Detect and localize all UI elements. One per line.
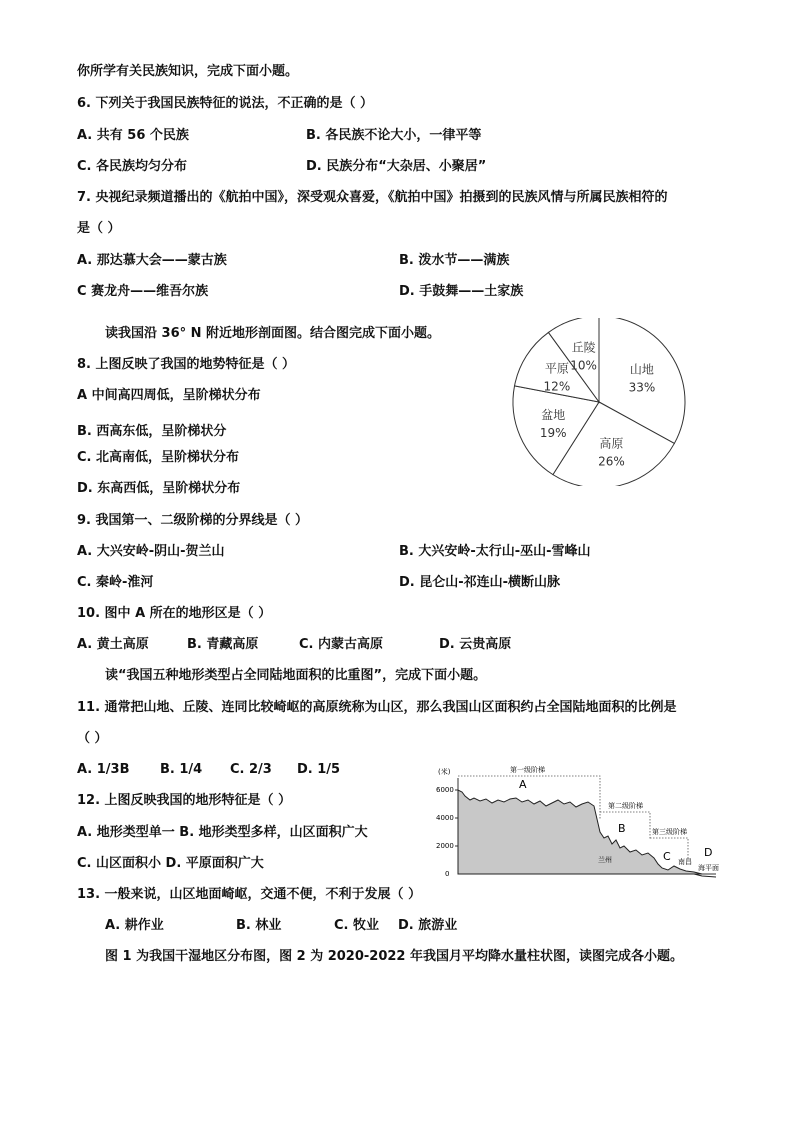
region-c-label: C	[663, 850, 671, 863]
pie-label-3: 平原	[544, 361, 569, 376]
q7-option-d: D. 手鼓舞——土家族	[399, 284, 524, 299]
intro-ethnic: 你所学有关民族知识，完成下面小题。	[77, 64, 299, 79]
pie-value-1: 26%	[598, 454, 625, 469]
q6-option-c: C. 各民族均匀分布	[77, 159, 188, 174]
sea-level-label: 海平面	[698, 864, 719, 872]
nanchang-label: 南昌	[678, 858, 692, 866]
question-7-cont: 是（ ）	[77, 221, 121, 236]
region-d-label: D	[704, 846, 713, 859]
q6-option-b: B. 各民族不论大小，一律平等	[306, 128, 482, 143]
profile-svg	[432, 760, 722, 880]
step2-label: 第二级阶梯	[608, 802, 643, 810]
pie-label-0: 山地	[629, 362, 654, 377]
question-13: 13. 一般来说，山区地面崎岖，交通不便，不利于发展（ ）	[77, 887, 422, 902]
q12-options-ab: A. 地形类型单一 B. 地形类型多样，山区面积广大	[77, 825, 368, 840]
q7-option-a: A. 那达慕大会——蒙古族	[77, 253, 227, 268]
intro-proportion: 读“我国五种地形类型占全同陆地面积的比重图”，完成下面小题。	[105, 668, 487, 683]
q6-option-a: A. 共有 56 个民族	[77, 128, 189, 143]
q8-option-a: A 中间高四周低，呈阶梯状分布	[77, 388, 261, 403]
pie-value-0: 33%	[628, 380, 656, 395]
q9-option-b: B. 大兴安岭-太行山-巫山-雪峰山	[399, 544, 591, 559]
pie-value-4: 10%	[570, 358, 597, 373]
region-b-label: B	[618, 822, 626, 835]
question-10: 10. 图中 A 所在的地形区是（ ）	[77, 606, 272, 621]
q10-option-b: B. 青藏高原	[187, 637, 259, 652]
region-a-label: A	[519, 778, 527, 791]
q8-option-d: D. 东高西低，呈阶梯状分布	[77, 481, 241, 496]
q11-option-d: D. 1/5	[297, 762, 341, 777]
question-8: 8. 上图反映了我国的地势特征是（ ）	[77, 357, 296, 372]
profile-ytick-4000: 4000	[436, 814, 454, 822]
q7-option-c: C 赛龙舟——维吾尔族	[77, 284, 209, 299]
pie-value-3: 12%	[543, 379, 571, 394]
q10-option-c: C. 内蒙古高原	[299, 637, 384, 652]
q7-option-b: B. 泼水节——满族	[399, 253, 510, 268]
question-6: 6. 下列关于我国民族特征的说法，不正确的是（ ）	[77, 96, 374, 111]
step1-label: 第一级阶梯	[510, 766, 545, 774]
lanzhou-label: 兰州	[598, 856, 612, 864]
profile-ytick-2000: 2000	[436, 842, 454, 850]
q13-option-d: D. 旅游业	[398, 918, 458, 933]
pie-value-2: 19%	[539, 425, 567, 440]
q9-option-c: C. 秦岭-淮河	[77, 575, 154, 590]
q11-option-c: C. 2/3	[230, 762, 272, 777]
q13-option-b: B. 林业	[236, 918, 282, 933]
terrain-pie-chart	[508, 318, 692, 486]
profile-ytick-0: 0	[445, 870, 450, 878]
step3-label: 第三级阶梯	[652, 828, 687, 836]
q10-option-d: D. 云贵高原	[439, 637, 512, 652]
question-11: 11. 通常把山地、丘陵、连同比较崎岖的高原统称为山区，那么我国山区面积约占全国陆地面积的比例是	[77, 700, 677, 715]
question-9: 9. 我国第一、二级阶梯的分界线是（ ）	[77, 513, 309, 528]
q12-options-cd: C. 山区面积小 D. 平原面积广大	[77, 856, 264, 871]
q9-option-d: D. 昆仑山-祁连山-横断山脉	[399, 575, 561, 590]
q11-option-a: A. 1/3B	[77, 762, 130, 777]
question-7: 7. 央视纪录频道播出的《航拍中国》，深受观众喜爱，《航拍中国》拍摄到的民族风情与所属民族相符的	[77, 190, 668, 205]
pie-label-2: 盆地	[541, 407, 566, 422]
pie-svg	[508, 318, 692, 486]
question-12: 12. 上图反映我国的地形特征是（ ）	[77, 793, 292, 808]
pie-label-4: 丘陵	[571, 340, 596, 355]
q10-option-a: A. 黄土高原	[77, 637, 149, 652]
q6-option-d: D. 民族分布“大杂居、小聚居”	[306, 159, 487, 174]
q8-option-c: C. 北高南低，呈阶梯状分布	[77, 450, 240, 465]
q13-option-c: C. 牧业	[334, 918, 380, 933]
profile-ytick-6000: 6000	[436, 786, 454, 794]
q13-option-a: A. 耕作业	[105, 918, 164, 933]
q9-option-a: A. 大兴安岭-阴山-贺兰山	[77, 544, 225, 559]
profile-y-unit: (米)	[438, 768, 451, 776]
intro-climate: 图 1 为我国干湿地区分布图，图 2 为 2020-2022 年我国月平均降水量柱状图，读图完成各小题。	[105, 949, 684, 964]
terrain-profile-diagram	[432, 760, 722, 880]
intro-profile: 读我国沿 36° N 附近地形剖面图。结合图完成下面小题。	[105, 326, 441, 341]
q8-option-b: B. 西高东低，呈阶梯状分	[77, 424, 227, 439]
question-11-cont: （ ）	[77, 731, 108, 746]
pie-label-1: 高原	[599, 436, 624, 451]
q11-option-b: B. 1/4	[160, 762, 203, 777]
